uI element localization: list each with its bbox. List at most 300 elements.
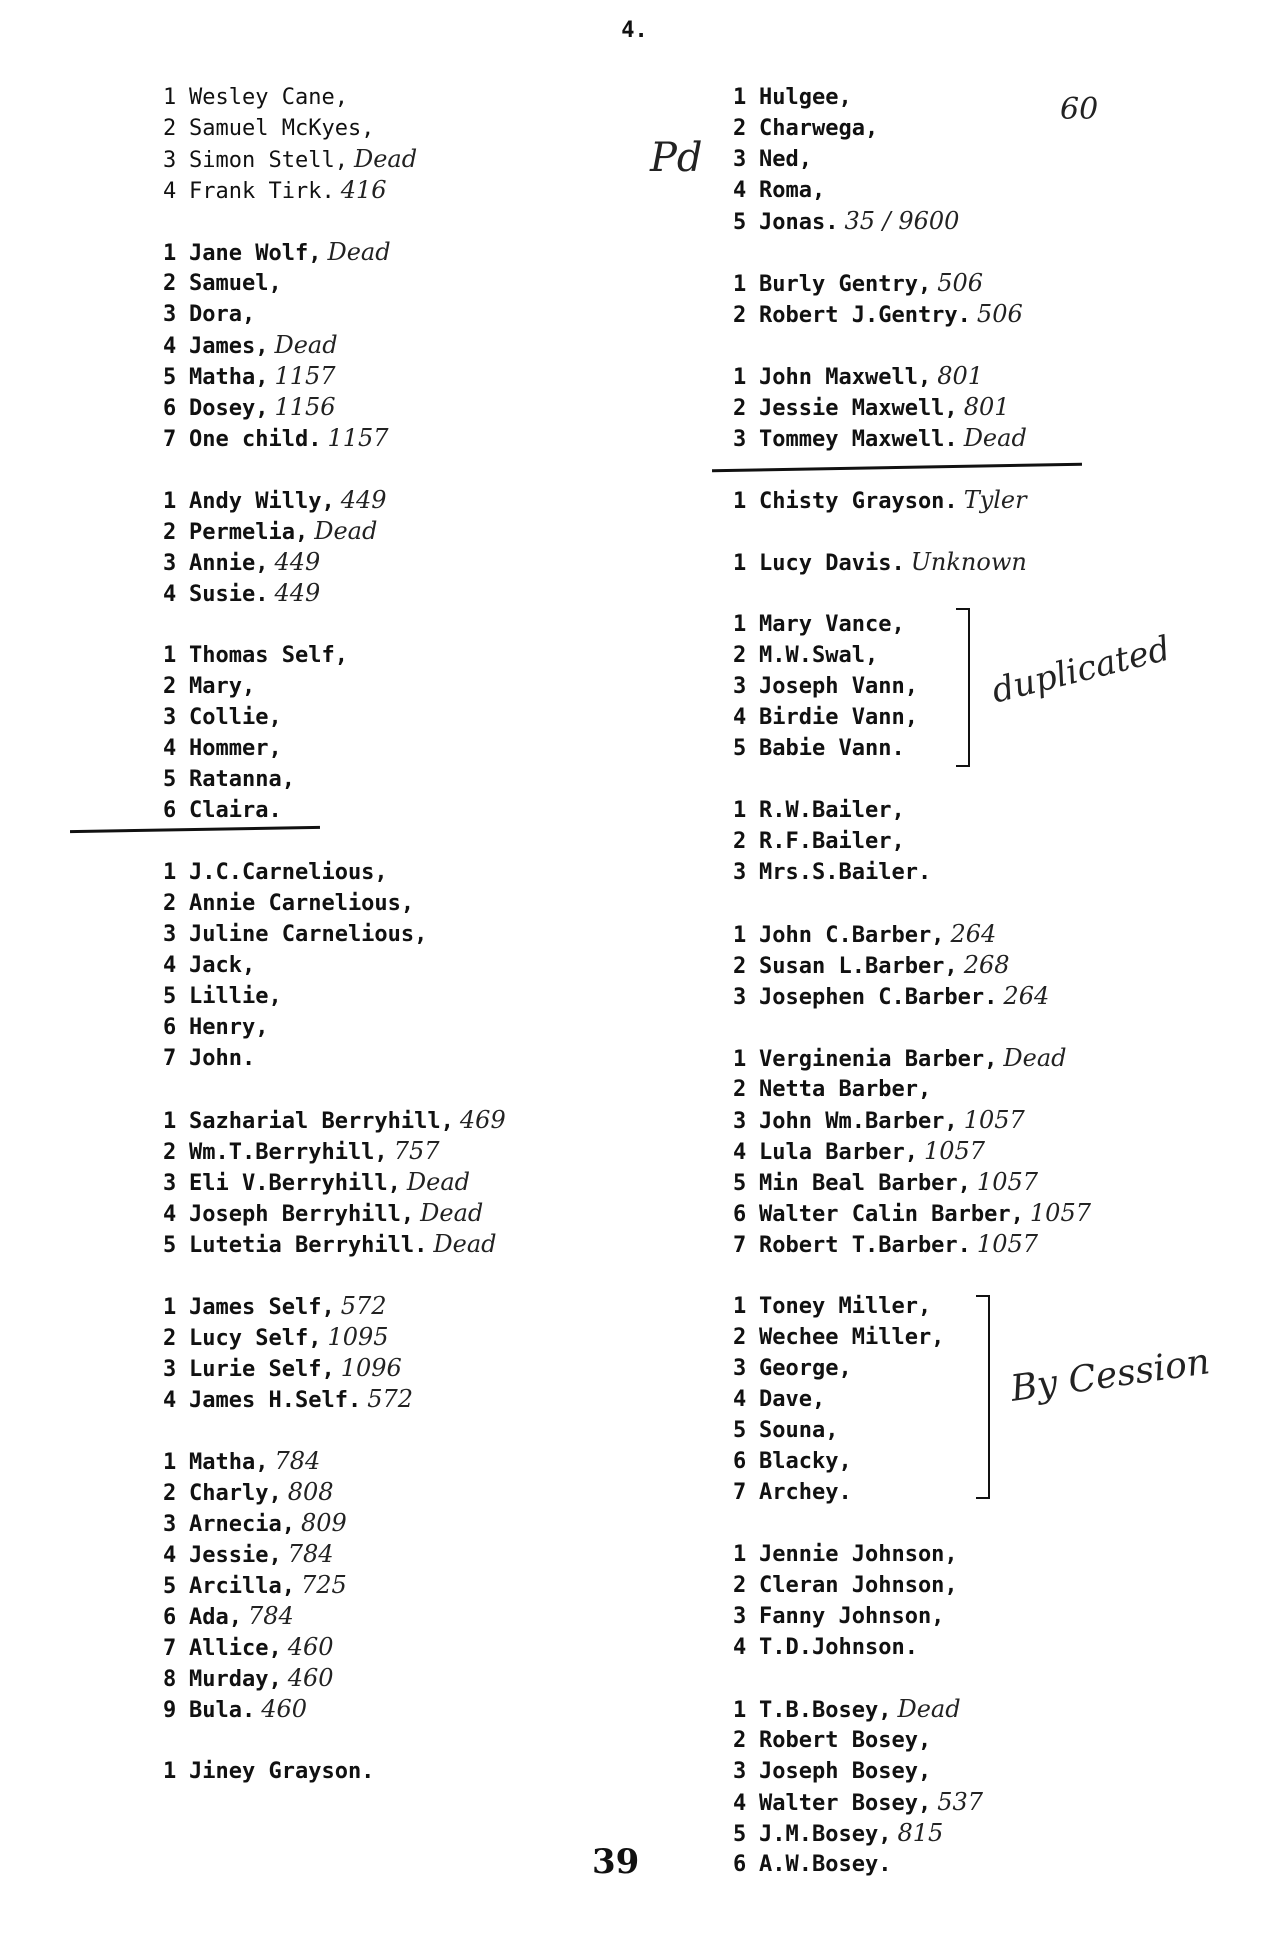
handwritten-note: Dead: [353, 145, 418, 173]
handwritten-note: 1057: [976, 1168, 1038, 1196]
entry-name: Burly Gentry,: [759, 272, 932, 297]
roll-entry: [733, 1105, 1233, 1136]
entry-number: 1: [733, 85, 747, 110]
entry-number: 6: [163, 1015, 177, 1040]
entry-name: Hulgee,: [759, 85, 852, 110]
handwritten-note: 784: [287, 1540, 334, 1568]
entry-number: 4: [163, 334, 177, 359]
entry-group: [163, 1291, 683, 1415]
roll-entry: [733, 1818, 1233, 1849]
entry-number: 2: [163, 520, 177, 545]
entry-number: 4: [733, 1791, 747, 1816]
roll-entry: [163, 361, 683, 392]
roll-entry: [163, 764, 683, 795]
entry-name: Chisty Grayson.: [759, 489, 958, 514]
entry-name: Lutetia Berryhill.: [189, 1233, 428, 1258]
group-spacer: [163, 609, 683, 640]
entry-number: 1: [163, 85, 177, 110]
entry-name: Thomas Self,: [189, 643, 348, 668]
roll-entry: [163, 516, 683, 547]
handwritten-note: 506: [937, 269, 983, 297]
roll-entry: [163, 1694, 683, 1725]
handwritten-note: Tyler: [963, 486, 1027, 514]
handwritten-note: 1156: [274, 393, 336, 421]
handwritten-note: 801: [937, 362, 983, 390]
entry-number: 3: [163, 148, 177, 173]
roll-entry: [733, 733, 1233, 764]
handwritten-note: 506: [976, 300, 1023, 328]
margin-note-by-cession: By Cession: [1008, 1341, 1213, 1410]
handwritten-note: 757: [393, 1137, 440, 1165]
roll-entry: [163, 671, 683, 702]
entry-number: 4: [733, 178, 747, 203]
entry-name: Joseph Vann,: [759, 674, 918, 699]
entry-number: 5: [163, 1233, 177, 1258]
entry-name: Charwega,: [759, 116, 879, 141]
handwritten-note: 1157: [327, 424, 389, 452]
roll-entry: [163, 702, 683, 733]
handwritten-note: 416: [340, 176, 387, 204]
roll-entry: [733, 113, 1233, 144]
entry-number: 3: [733, 147, 747, 172]
entry-number: 2: [733, 396, 747, 421]
entry-number: 6: [163, 1605, 177, 1630]
entry-group: [733, 1694, 1233, 1880]
roll-entry: [733, 1043, 1233, 1074]
entry-group: [163, 640, 683, 826]
roll-entry: [733, 392, 1233, 423]
group-spacer: [163, 206, 683, 237]
roll-entry: [163, 237, 683, 268]
group-spacer: [733, 237, 1233, 268]
entry-name: Robert Bosey,: [759, 1728, 932, 1753]
entry-number: 6: [163, 396, 177, 421]
entry-number: 5: [733, 1822, 747, 1847]
entry-group: [163, 1756, 683, 1787]
roll-entry: [733, 981, 1233, 1012]
entry-number: 3: [163, 551, 177, 576]
handwritten-note: 449: [274, 548, 321, 576]
entry-name: Samuel,: [189, 271, 282, 296]
entry-number: 4: [733, 705, 747, 730]
entry-number: 4: [733, 1635, 747, 1660]
roll-entry: [733, 609, 1233, 640]
roll-entry: [163, 1167, 683, 1198]
roll-entry: [163, 175, 683, 206]
handwritten-note: 1057: [963, 1106, 1025, 1134]
entry-name: Andy Willy,: [189, 489, 335, 514]
handwritten-note: 460: [287, 1664, 334, 1692]
entry-name: Archey.: [759, 1480, 852, 1505]
roll-entry: [163, 1012, 683, 1043]
entry-name: John Wm.Barber,: [759, 1109, 958, 1134]
group-spacer: [733, 1508, 1233, 1539]
roll-entry: [163, 1570, 683, 1601]
entry-number: 4: [163, 1543, 177, 1568]
handwritten-note: 808: [287, 1478, 334, 1506]
entry-number: 2: [163, 891, 177, 916]
entry-number: 3: [733, 985, 747, 1010]
entry-number: 1: [163, 489, 177, 514]
entry-name: George,: [759, 1356, 852, 1381]
roll-entry: [163, 1539, 683, 1570]
entry-number: 5: [733, 210, 747, 235]
handwritten-note: 1157: [274, 362, 336, 390]
entry-name: Mary,: [189, 674, 256, 699]
roll-entry: [163, 1043, 683, 1074]
entry-number: 1: [163, 860, 177, 885]
handwritten-note: 264: [1003, 982, 1050, 1010]
entry-number: 3: [733, 1759, 747, 1784]
handwritten-note: 572: [367, 1385, 413, 1413]
entry-number: 3: [733, 1356, 747, 1381]
entry-number: 4: [163, 582, 177, 607]
roll-entry: [163, 1322, 683, 1353]
group-spacer: [733, 516, 1233, 547]
entry-name: Birdie Vann,: [759, 705, 918, 730]
roll-entry: [163, 1663, 683, 1694]
roll-entry: [733, 640, 1233, 671]
entry-number: 1: [163, 241, 177, 266]
entry-name: Jiney Grayson.: [189, 1759, 375, 1784]
entry-number: 1: [733, 272, 747, 297]
roll-entry: [733, 702, 1233, 733]
entry-name: Lula Barber,: [759, 1140, 918, 1165]
handwritten-note: 460: [261, 1695, 308, 1723]
entry-name: Allice,: [189, 1636, 282, 1661]
entry-number: 2: [733, 1728, 747, 1753]
roll-entry: [733, 206, 1233, 237]
entry-name: Matha,: [189, 365, 269, 390]
roll-entry: [733, 361, 1233, 392]
entry-number: 2: [733, 1077, 747, 1102]
entry-number: 1: [163, 1109, 177, 1134]
entry-group: [163, 485, 683, 609]
entry-number: 1: [733, 489, 747, 514]
entry-name: Charly,: [189, 1481, 282, 1506]
entry-name: Susie.: [189, 582, 269, 607]
roll-entry: [733, 1632, 1233, 1663]
entry-number: 2: [163, 674, 177, 699]
entry-number: 2: [163, 116, 177, 141]
handwritten-note: 1096: [340, 1354, 402, 1382]
roll-entry: [733, 1446, 1233, 1477]
entry-name: Hommer,: [189, 736, 282, 761]
right-column: [733, 82, 1233, 1880]
entry-name: Blacky,: [759, 1449, 852, 1474]
entry-name: A.W.Bosey.: [759, 1852, 892, 1877]
entry-number: 5: [163, 767, 177, 792]
entry-number: 3: [163, 1357, 177, 1382]
entry-name: Min Beal Barber,: [759, 1171, 971, 1196]
roll-entry: [733, 950, 1233, 981]
entry-name: Souna,: [759, 1418, 839, 1443]
entry-name: Jonas.: [759, 210, 839, 235]
entry-name: Matha,: [189, 1450, 269, 1475]
handwritten-note: Dead: [327, 238, 391, 266]
entry-name: Mrs.S.Bailer.: [759, 860, 932, 885]
entry-name: Mary Vance,: [759, 612, 905, 637]
entry-name: James H.Self.: [189, 1388, 362, 1413]
entry-group: [163, 1446, 683, 1725]
group-spacer: [733, 888, 1233, 919]
handwritten-note: 572: [340, 1292, 387, 1320]
margin-note-top-right: 60: [1060, 92, 1099, 127]
roll-entry: [163, 1601, 683, 1632]
entry-name: Ratanna,: [189, 767, 295, 792]
entry-number: 1: [733, 1294, 747, 1319]
entry-name: Walter Bosey,: [759, 1791, 932, 1816]
entry-number: 4: [733, 1387, 747, 1412]
entry-name: Babie Vann.: [759, 736, 905, 761]
entry-name: Collie,: [189, 705, 282, 730]
roll-entry: [733, 1725, 1233, 1756]
entry-number: 4: [163, 1388, 177, 1413]
group-spacer: [733, 330, 1233, 361]
handwritten-note: Dead: [420, 1199, 484, 1227]
entry-number: 3: [733, 1109, 747, 1134]
handwritten-note: 268: [963, 951, 1010, 979]
roll-entry: [733, 1694, 1233, 1725]
roll-entry: [163, 888, 683, 919]
entry-name: John Maxwell,: [759, 365, 932, 390]
entry-name: Ned,: [759, 147, 812, 172]
roll-entry: [163, 1384, 683, 1415]
handwritten-note: 809: [300, 1509, 347, 1537]
entry-group: [163, 82, 683, 206]
entry-number: 7: [163, 1636, 177, 1661]
entry-number: 4: [163, 1202, 177, 1227]
roll-entry: [163, 1291, 683, 1322]
entry-group: [163, 237, 683, 454]
roll-entry: [163, 1105, 683, 1136]
handwritten-note: 1057: [923, 1137, 986, 1165]
roll-entry: [733, 144, 1233, 175]
roll-entry: [733, 1849, 1233, 1880]
entry-name: Robert J.Gentry.: [759, 303, 971, 328]
roll-entry: [733, 299, 1233, 330]
left-column: [163, 82, 683, 1787]
handwritten-note: Dead: [433, 1230, 497, 1258]
roll-entry: [163, 1756, 683, 1787]
entry-name: Verginenia Barber,: [759, 1047, 998, 1072]
group-spacer: [733, 1260, 1233, 1291]
roll-entry: [733, 1787, 1233, 1818]
entry-number: 2: [163, 1140, 177, 1165]
roll-entry: [163, 1632, 683, 1663]
roll-entry: [733, 826, 1233, 857]
entry-number: 3: [163, 1171, 177, 1196]
entry-name: J.M.Bosey,: [759, 1822, 892, 1847]
entry-name: Jane Wolf,: [189, 241, 322, 266]
entry-group: [733, 82, 1233, 237]
entry-name: Juline Carnelious,: [189, 922, 428, 947]
entry-number: 7: [163, 1046, 177, 1071]
entry-number: 3: [163, 705, 177, 730]
entry-name: Walter Calin Barber,: [759, 1202, 1024, 1227]
roll-entry: [733, 1756, 1233, 1787]
group-spacer: [163, 1415, 683, 1446]
entry-name: Eli V.Berryhill,: [189, 1171, 401, 1196]
handwritten-note: 469: [459, 1106, 506, 1134]
handwritten-note: 264: [950, 920, 997, 948]
entry-number: 3: [163, 922, 177, 947]
entry-number: 7: [733, 1233, 747, 1258]
entry-number: 2: [163, 271, 177, 296]
handwritten-note: Dead: [963, 424, 1027, 452]
entry-number: 4: [163, 179, 177, 204]
entry-number: 6: [733, 1852, 747, 1877]
entry-number: 5: [163, 365, 177, 390]
entry-number: 6: [733, 1202, 747, 1227]
entry-group: [733, 609, 1233, 764]
handwritten-note: Dead: [274, 331, 338, 359]
handwritten-note: 1095: [327, 1323, 389, 1351]
roll-entry: [733, 1291, 1233, 1322]
group-spacer: [163, 826, 683, 857]
entry-name: Dosey,: [189, 396, 269, 421]
roll-entry: [163, 1353, 683, 1384]
group-spacer: [733, 1012, 1233, 1043]
entry-name: Robert T.Barber.: [759, 1233, 971, 1258]
roll-entry: [733, 1074, 1233, 1105]
entry-number: 1: [733, 551, 747, 576]
handwritten-note: 784: [274, 1447, 321, 1475]
entry-number: 1: [163, 1450, 177, 1475]
entry-name: M.W.Swal,: [759, 643, 879, 668]
handwritten-note: Dead: [1003, 1044, 1067, 1072]
entry-number: 5: [163, 984, 177, 1009]
group-spacer: [733, 454, 1233, 485]
margin-note-center-top: Pd: [650, 135, 703, 181]
entry-group: [733, 361, 1233, 454]
entry-number: 2: [733, 643, 747, 668]
entry-name: John.: [189, 1046, 256, 1071]
entry-name: Frank Tirk.: [189, 179, 335, 204]
roll-entry: [733, 1477, 1233, 1508]
group-spacer: [163, 454, 683, 485]
entry-name: James,: [189, 334, 269, 359]
handwritten-note: 801: [963, 393, 1010, 421]
entry-number: 2: [733, 116, 747, 141]
entry-number: 9: [163, 1698, 177, 1723]
entry-name: Simon Stell,: [189, 148, 348, 173]
handwritten-note: 449: [340, 486, 387, 514]
roll-entry: [163, 330, 683, 361]
entry-number: 5: [733, 736, 747, 761]
entry-name: Josephen C.Barber.: [759, 985, 998, 1010]
handwritten-note: 784: [247, 1602, 294, 1630]
entry-name: R.W.Bailer,: [759, 798, 905, 823]
roll-entry: [733, 175, 1233, 206]
entry-number: 3: [733, 1604, 747, 1629]
entry-name: Jessie Maxwell,: [759, 396, 958, 421]
entry-name: Lillie,: [189, 984, 282, 1009]
roll-entry: [163, 268, 683, 299]
entry-group: [163, 1105, 683, 1260]
entry-name: Toney Miller,: [759, 1294, 932, 1319]
entry-number: 7: [733, 1480, 747, 1505]
margin-note-duplicated: duplicated: [987, 628, 1175, 712]
entry-name: Wesley Cane,: [189, 85, 348, 110]
entry-name: Tommey Maxwell.: [759, 427, 958, 452]
entry-number: 1: [733, 923, 747, 948]
roll-entry: [163, 1136, 683, 1167]
roll-entry: [733, 1570, 1233, 1601]
entry-number: 1: [733, 1698, 747, 1723]
entry-name: Wm.T.Berryhill,: [189, 1140, 388, 1165]
entry-name: Joseph Bosey,: [759, 1759, 932, 1784]
entry-group: [733, 547, 1233, 578]
handwritten-note: Dead: [897, 1695, 961, 1723]
roll-entry: [163, 857, 683, 888]
roll-entry: [733, 1415, 1233, 1446]
roll-entry: [733, 547, 1233, 578]
roll-entry: [163, 113, 683, 144]
roll-entry: [163, 485, 683, 516]
entry-group: [733, 268, 1233, 330]
entry-name: Annie Carnelious,: [189, 891, 415, 916]
entry-number: 2: [733, 303, 747, 328]
entry-name: Arcilla,: [189, 1574, 295, 1599]
roll-entry: [163, 1508, 683, 1539]
roll-entry: [163, 1229, 683, 1260]
entry-name: Dave,: [759, 1387, 826, 1412]
entry-name: Roma,: [759, 178, 826, 203]
entry-number: 1: [733, 798, 747, 823]
entry-name: Murday,: [189, 1667, 282, 1692]
entry-number: 1: [733, 1047, 747, 1072]
handwritten-note: 815: [897, 1819, 944, 1847]
entry-name: Dora,: [189, 302, 256, 327]
entry-name: Lucy Self,: [189, 1326, 322, 1351]
roll-entry: [163, 1198, 683, 1229]
roll-entry: [163, 919, 683, 950]
entry-name: J.C.Carnelious,: [189, 860, 388, 885]
entry-number: 1: [733, 365, 747, 390]
entry-group: [733, 795, 1233, 888]
entry-number: 2: [163, 1481, 177, 1506]
roll-entry: [163, 578, 683, 609]
roll-entry: [163, 733, 683, 764]
entry-name: Jessie,: [189, 1543, 282, 1568]
roll-entry: [163, 299, 683, 330]
entry-number: 5: [733, 1171, 747, 1196]
entry-number: 1: [733, 612, 747, 637]
roll-entry: [733, 1322, 1233, 1353]
entry-group: [733, 919, 1233, 1012]
roll-entry: [163, 547, 683, 578]
group-spacer: [163, 1260, 683, 1291]
entry-name: Annie,: [189, 551, 269, 576]
entry-name: Ada,: [189, 1605, 242, 1630]
entry-name: One child.: [189, 427, 322, 452]
entry-name: Arnecia,: [189, 1512, 295, 1537]
entry-number: 1: [733, 1542, 747, 1567]
entry-name: Joseph Berryhill,: [189, 1202, 415, 1227]
entry-number: 5: [163, 1574, 177, 1599]
entry-name: Cleran Johnson,: [759, 1573, 958, 1598]
roll-entry: [733, 919, 1233, 950]
entry-number: 2: [733, 954, 747, 979]
entry-number: 2: [733, 1325, 747, 1350]
group-spacer: [163, 1725, 683, 1756]
handwritten-note: 460: [287, 1633, 334, 1661]
entry-group: [733, 485, 1233, 516]
entry-number: 7: [163, 427, 177, 452]
group-spacer: [733, 764, 1233, 795]
entry-name: Netta Barber,: [759, 1077, 932, 1102]
